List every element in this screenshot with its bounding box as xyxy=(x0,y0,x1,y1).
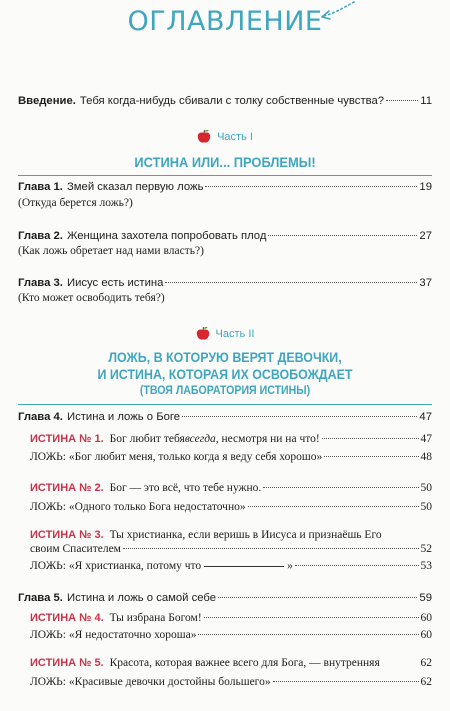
toc-entry-lie-5[interactable]: ЛОЖЬ: «Красивые девочки достойны большего» 62 xyxy=(30,676,432,688)
leader-dots xyxy=(204,617,419,618)
leader-dots xyxy=(123,548,419,549)
part1-label: Часть I xyxy=(217,130,253,143)
apple-icon xyxy=(196,326,210,341)
divider xyxy=(18,404,432,405)
toc-entry-chapter-4[interactable]: Глава 4. Истина и ложь о Боге 47 xyxy=(18,411,432,423)
part2-label-row xyxy=(0,326,450,341)
blank-line xyxy=(204,566,284,567)
leader-dots xyxy=(268,235,417,236)
divider xyxy=(18,175,432,176)
toc-entry-lie-2[interactable]: ЛОЖЬ: «Одного только Бога недостаточно» 50 xyxy=(30,501,432,513)
part2-subtitle: (ТВОЯ ЛАБОРАТОРИЯ ИСТИНЫ) xyxy=(139,385,311,397)
page-title: ОГЛАВЛЕНИЕ xyxy=(127,6,323,37)
page-number: 11 xyxy=(420,95,432,107)
toc-entry-lie-3[interactable]: ЛОЖЬ: «Я христианка, потому что » 53 xyxy=(30,560,432,572)
toc-entry-lie-4[interactable]: ЛОЖЬ: «Я недостаточно хороша» 60 xyxy=(30,629,432,641)
toc-entry-intro[interactable] xyxy=(18,95,432,107)
part1-title: ИСТИНА ИЛИ... ПРОБЛЕМЫ! xyxy=(134,154,316,170)
leader-dots xyxy=(182,416,417,417)
leader-dots xyxy=(322,438,419,439)
leader-dots xyxy=(218,597,417,598)
chapter-1-subtitle: (Откуда берется ложь?) xyxy=(18,197,133,209)
leader-dots xyxy=(386,100,418,101)
part1-label-row xyxy=(0,129,450,144)
leader-dots xyxy=(295,565,419,566)
dotted-arrow-icon xyxy=(318,0,358,22)
part2-label: Часть II xyxy=(215,327,255,340)
leader-dots xyxy=(198,634,418,635)
toc-entry-truth-2[interactable]: ИСТИНА № 2. Бог — это всё, что тебе нужно. 50 xyxy=(30,482,432,494)
toc-entry-truth-5[interactable]: ИСТИНА № 5. Красота, которая важнее всего для Бога, — внутренняя 62 xyxy=(30,657,432,669)
apple-icon xyxy=(197,129,211,144)
toc-entry-chapter-2[interactable]: Глава 2. Женщина захотела попробовать плод 27 xyxy=(18,230,432,242)
part2-title-line1: ЛОЖЬ, В КОТОРУЮ ВЕРЯТ ДЕВОЧКИ, xyxy=(108,350,342,365)
leader-dots xyxy=(248,506,419,507)
toc-entry-truth-1[interactable]: ИСТИНА № 1. Бог любит тебя всегда , несмотря ни на что! 47 xyxy=(30,433,432,445)
toc-entry-chapter-5[interactable]: Глава 5. Истина и ложь о самой себе 59 xyxy=(18,592,432,604)
part2-title-line2: И ИСТИНА, КОТОРАЯ ИХ ОСВОБОЖДАЕТ xyxy=(97,367,353,382)
intro-label: Введение. xyxy=(18,95,76,107)
chapter-2-subtitle: (Как ложь обретает над нами власть?) xyxy=(18,245,204,257)
toc-entry-truth-3-cont[interactable]: своим Спасителем 52 xyxy=(30,543,432,555)
leader-dots xyxy=(263,487,418,488)
toc-entry-truth-3[interactable]: ИСТИНА № 3. Ты христианка, если веришь в Иисуса и признаёшь Его xyxy=(30,529,382,541)
toc-entry-chapter-3[interactable]: Глава 3. Иисус есть истина 37 xyxy=(18,277,432,289)
intro-text: Тебя когда-нибудь сбивали с толку собственные чувства? xyxy=(79,95,385,107)
leader-dots xyxy=(324,456,418,457)
toc-entry-chapter-1[interactable]: Глава 1. Змей сказал первую ложь 19 xyxy=(18,181,432,193)
toc-entry-truth-4[interactable]: ИСТИНА № 4. Ты избрана Богом! 60 xyxy=(30,612,432,624)
leader-dots xyxy=(205,186,417,187)
toc-entry-lie-1[interactable]: ЛОЖЬ: «Бог любит меня, только когда я веду себя хорошо» 48 xyxy=(30,451,432,463)
leader-dots xyxy=(273,681,419,682)
leader-dots xyxy=(165,282,417,283)
chapter-3-subtitle: (Кто может освободить тебя?) xyxy=(18,292,165,304)
